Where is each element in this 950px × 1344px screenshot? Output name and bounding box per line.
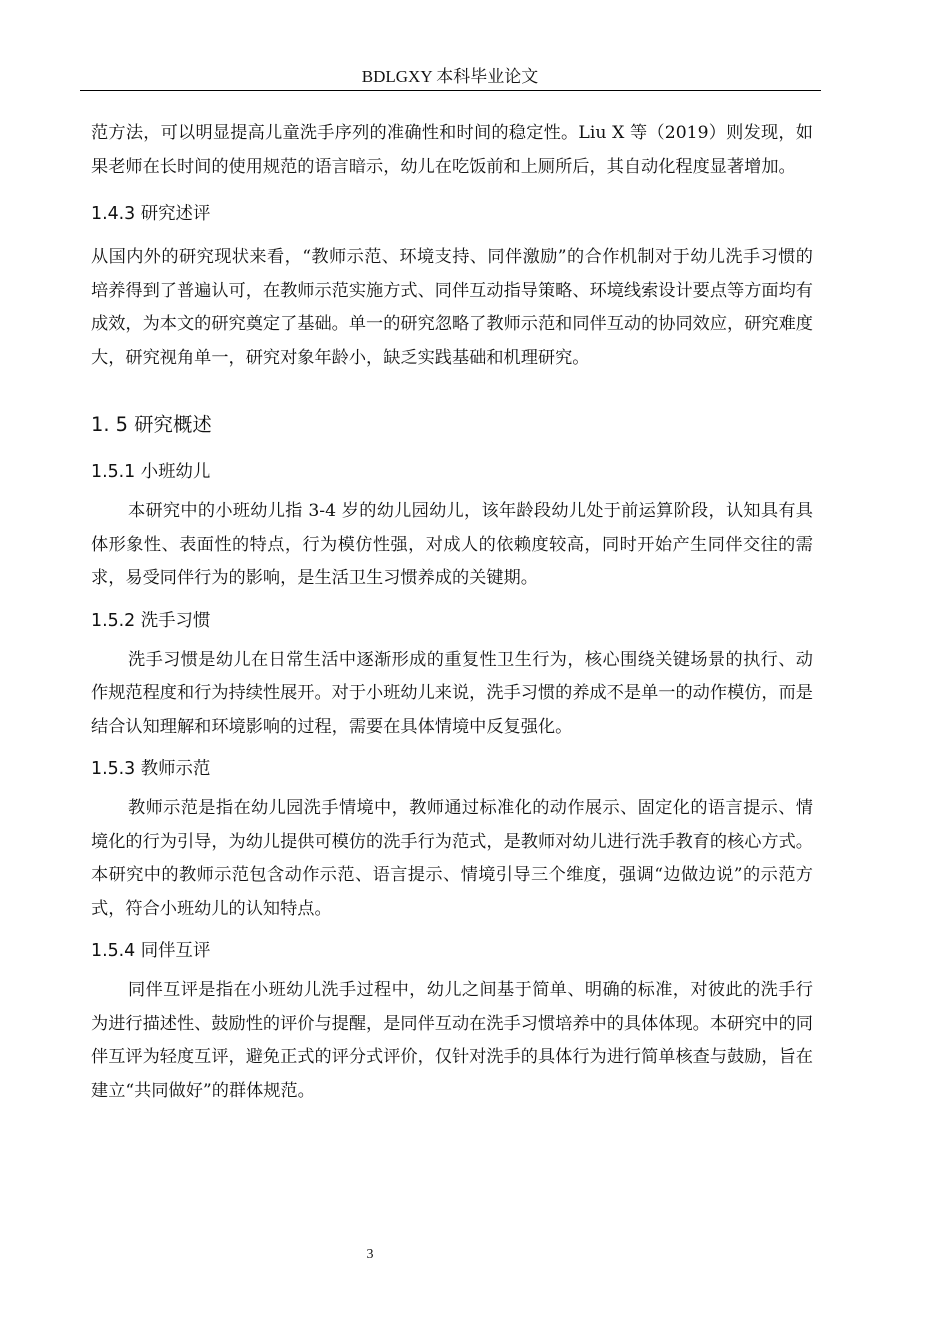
page-number: 3 <box>366 1247 374 1262</box>
paragraph-1-5-3: 教师示范是指在幼儿园洗手情境中，教师通过标准化的动作展示、固定化的语言提示、情境化的行为引导，为幼儿提供可模仿的洗手行为范式，是教师对幼儿进行洗手教育的核心方式。本研究中的教师示范包含动作示范、语言提示、情境引导三个维度，强调“边做边说”的示范方式，符合小班幼儿的认知特点。 <box>91 798 813 919</box>
section-heading-1-5-2: 1.5.2 洗手习惯 <box>91 610 211 631</box>
section-heading-1-5: 1. 5 研究概述 <box>91 413 212 436</box>
section-heading-1-5-3: 1.5.3 教师示范 <box>91 759 211 779</box>
header-rule <box>80 90 821 91</box>
section-heading-1-5-1: 1.5.1 小班幼儿 <box>91 462 211 482</box>
section-heading-1-4-3: 1.4.3 研究述评 <box>91 204 211 224</box>
paragraph-1-5-4: 同伴互评是指在小班幼儿洗手过程中，幼儿之间基于简单、明确的标准，对彼此的洗手行为进行描述性、鼓励性的评价与提醒，是同伴互动在洗手习惯培养中的具体体现。本研究中的同伴互评为轻度互评，避免正式的评分式评价，仅针对洗手的具体行为进行简单核查与鼓励，旨在建立“共同做好”的群体规范。 <box>91 980 813 1101</box>
paragraph-1-5-2: 洗手习惯是幼儿在日常生活中逐渐形成的重复性卫生行为，核心围绕关键场景的执行、动作规范程度和行为持续性展开。对于小班幼儿来说，洗手习惯的养成不是单一的动作模仿，而是结合认知理解和环境影响的过程，需要在具体情境中反复强化。 <box>91 649 813 737</box>
section-heading-1-5-4: 1.5.4 同伴互评 <box>91 941 211 961</box>
running-header: BDLGXY 本科毕业论文 <box>361 67 539 86</box>
paragraph-1-5-1: 本研究中的小班幼儿指 3-4 岁的幼儿园幼儿，该年龄段幼儿处于前运算阶段，认知具有具体形象性、表面性的特点，行为模仿性强，对成人的依赖度较高，同时开始产生同伴交往的需求，易受同伴行为的影响，是生活卫生习惯养成的关键期。 <box>91 501 813 588</box>
paragraph-1-4-3: 从国内外的研究现状来看，“教师示范、环境支持、同伴激励”的合作机制对于幼儿洗手习惯的培养得到了普遍认可，在教师示范实施方式、同伴互动指导策略、环境线索设计要点等方面均有成效，为本文的研究奠定了基础。单一的研究忽略了教师示范和同伴互动的协同效应，研究难度大，研究视角单一，研究对象年龄小，缺乏实践基础和机理研究。 <box>91 247 813 368</box>
page-body <box>91 112 813 1108</box>
paragraph-intro: 范方法，可以明显提高儿童洗手序列的准确性和时间的稳定性。Liu X 等（2019）则发现，如果老师在长时间的使用规范的语言暗示，幼儿在吃饭前和上厕所后，其自动化程度显著增加。 <box>91 123 813 177</box>
